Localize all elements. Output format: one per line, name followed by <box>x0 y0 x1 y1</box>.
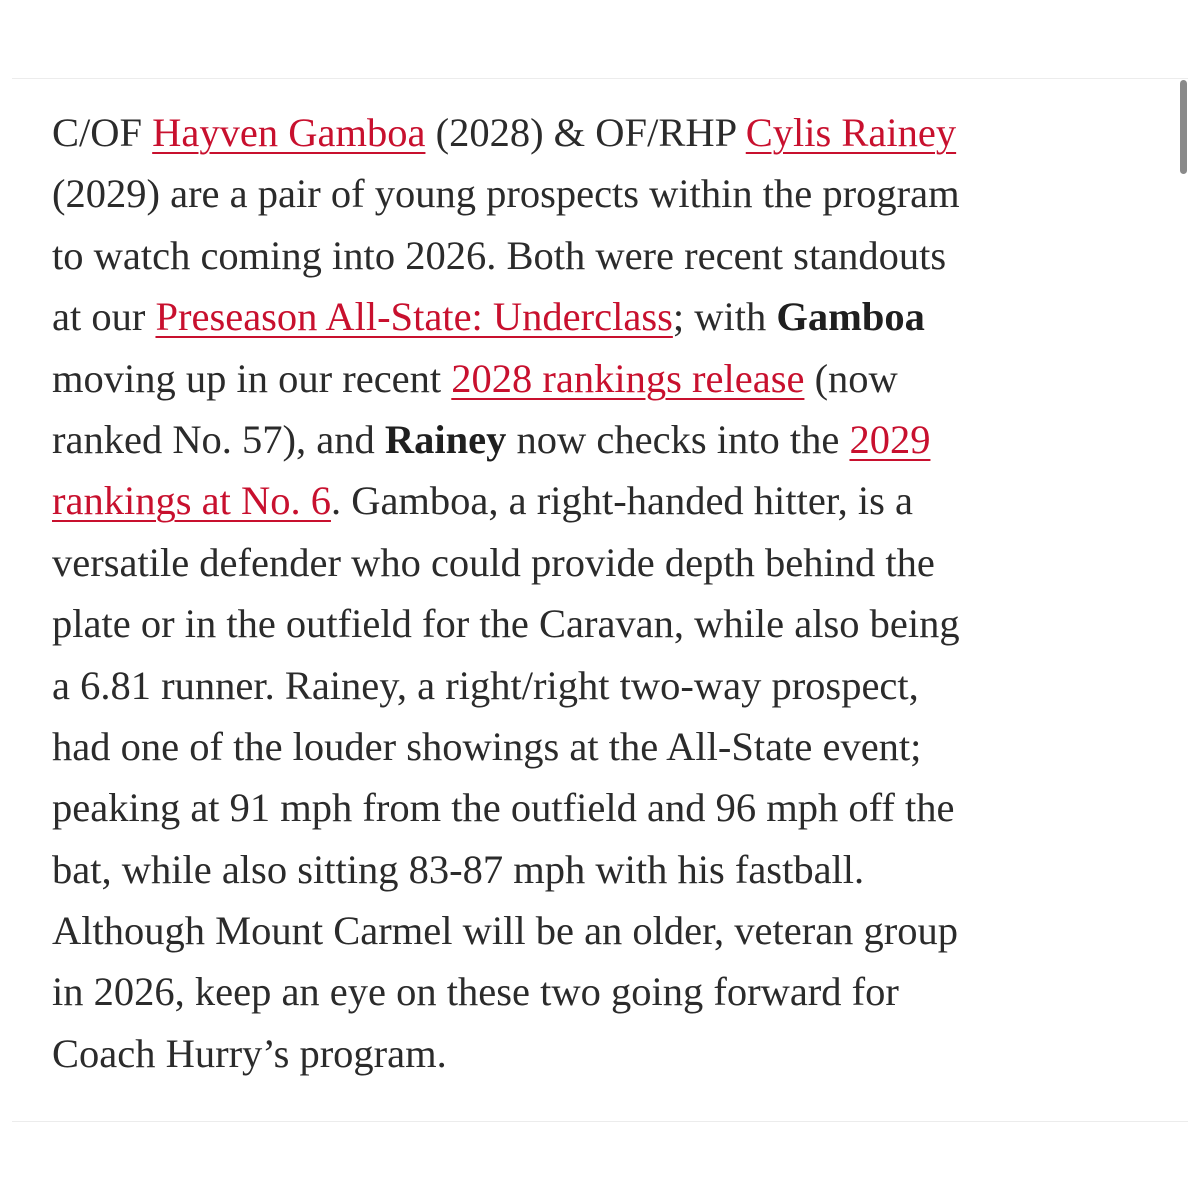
text-line: versatile defender who could provide depth behind the <box>52 539 935 585</box>
text-segment: ; with <box>672 294 777 340</box>
text-segment: (now <box>804 355 898 401</box>
text-line: plate or in the outfield for the Caravan, while also being <box>52 601 960 647</box>
text-segment: . Gamboa, a right-handed hitter, is a <box>330 478 914 524</box>
text-line: had one of the louder showings at the All-State event; <box>52 723 922 769</box>
link-preseason-all-state[interactable]: Preseason All-State: Underclass <box>155 294 673 340</box>
link-2029-rankings-part1[interactable]: 2029 <box>849 416 931 462</box>
text-line <box>52 470 1152 531</box>
bold-gamboa: Gamboa <box>776 294 925 340</box>
text-segment: ranked No. 57), and <box>52 416 385 462</box>
link-cylis-rainey[interactable]: Cylis Rainey <box>745 110 957 155</box>
text-line <box>52 409 1152 470</box>
text-segment: now checks into the <box>506 416 850 462</box>
text-line: in 2026, keep an eye on these two going forward for <box>52 969 899 1015</box>
vertical-scrollbar[interactable] <box>1180 80 1187 174</box>
text-segment: at our <box>52 294 156 340</box>
text-line: to watch coming into 2026. Both were recent standouts <box>52 232 947 278</box>
text-line <box>52 102 1152 163</box>
bold-rainey: Rainey <box>384 416 507 462</box>
text-line: Although Mount Carmel will be an older, veteran group <box>52 908 959 954</box>
text-line: peaking at 91 mph from the outfield and 96 mph off the <box>52 785 955 831</box>
text-line: Coach Hurry’s program. <box>52 1030 447 1076</box>
article-paragraph <box>52 102 1152 1084</box>
text-line <box>52 286 1152 347</box>
link-hayven-gamboa[interactable]: Hayven Gamboa <box>152 110 426 155</box>
text-line: bat, while also sitting 83-87 mph with his fastball. <box>52 846 865 892</box>
text-line: a 6.81 runner. Rainey, a right/right two-way prospect, <box>52 662 919 708</box>
text-segment: moving up in our recent <box>52 355 452 401</box>
link-2029-rankings-part2[interactable]: rankings at No. 6 <box>52 478 331 524</box>
text-line: (2029) are a pair of young prospects within the program <box>52 171 960 217</box>
link-2028-rankings[interactable]: 2028 rankings release <box>451 355 805 401</box>
text-line <box>52 348 1152 409</box>
text-segment: (2028) & OF/RHP <box>425 110 746 155</box>
text-segment: C/OF <box>52 110 153 155</box>
